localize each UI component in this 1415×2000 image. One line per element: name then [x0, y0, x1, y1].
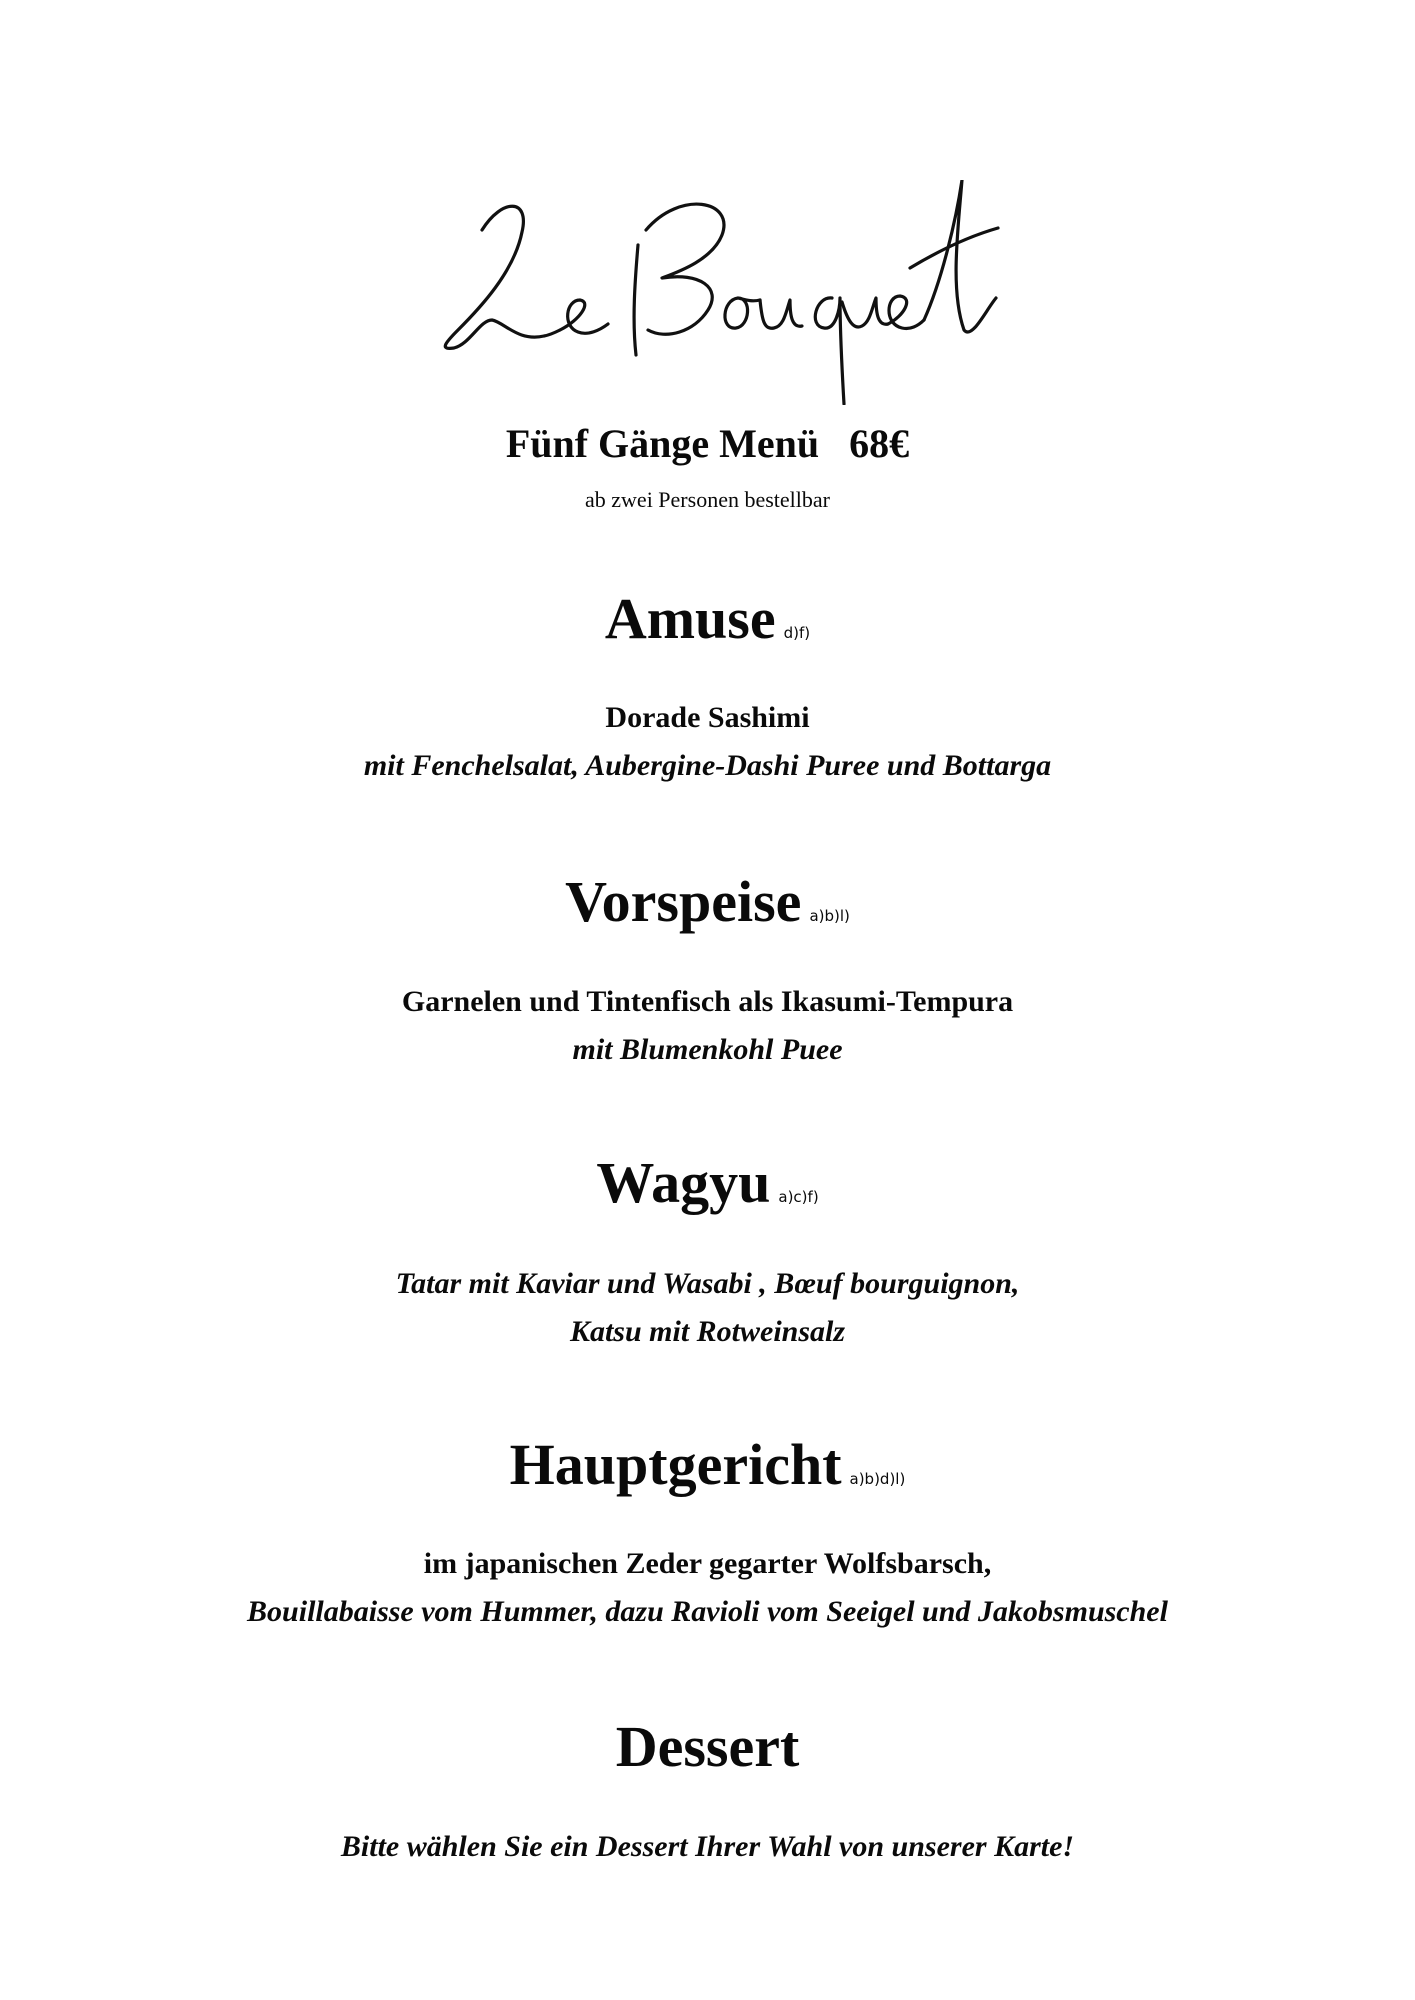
course-heading-vorspeise [0, 869, 1415, 949]
course-title: Vorspeise [565, 869, 802, 934]
course-heading-amuse [0, 586, 1415, 666]
dish-line: Bouillabaisse vom Hummer, dazu Ravioli vom Seeigel und Jakobsmuschel [247, 1595, 1168, 1628]
dish-line: Bitte wählen Sie ein Dessert Ihrer Wahl von unserer Karte! [340, 1830, 1075, 1863]
course-heading-hauptgericht [0, 1432, 1415, 1512]
le-bouquet-logo [430, 180, 1000, 405]
dish-line: Tatar mit Kaviar und Wasabi , Bœuf bourguignon, [395, 1267, 1020, 1300]
dish-line: Dorade Sashimi [605, 701, 810, 734]
menu-note: ab zwei Personen bestellbar [585, 487, 830, 512]
menu-title [0, 420, 1415, 468]
allergen-codes: a)b)l) [809, 907, 850, 925]
dish-line: Garnelen und Tintenfisch als Ikasumi-Tempura [401, 985, 1014, 1018]
course-heading-wagyu [0, 1150, 1415, 1230]
course-title: Dessert [615, 1714, 800, 1779]
dish-line: mit Fenchelsalat, Aubergine-Dashi Puree und Bottarga [363, 749, 1052, 782]
menu-title-text: Fünf Gänge Menü [505, 421, 820, 466]
allergen-codes: a)c)f) [778, 1188, 819, 1206]
course-title: Amuse [604, 586, 776, 651]
menu-price: 68€ [849, 421, 910, 466]
course-title: Hauptgericht [509, 1432, 842, 1497]
dish-line: mit Blumenkohl Puee [572, 1033, 843, 1066]
course-title: Wagyu [596, 1150, 771, 1215]
dish-line: Katsu mit Rotweinsalz [569, 1315, 846, 1348]
dish-line: im japanischen Zeder gegarter Wolfsbarsch, [423, 1547, 992, 1580]
allergen-codes: d)f) [783, 624, 811, 642]
course-heading-dessert [0, 1714, 1415, 1780]
allergen-codes: a)b)d)l) [849, 1470, 906, 1488]
